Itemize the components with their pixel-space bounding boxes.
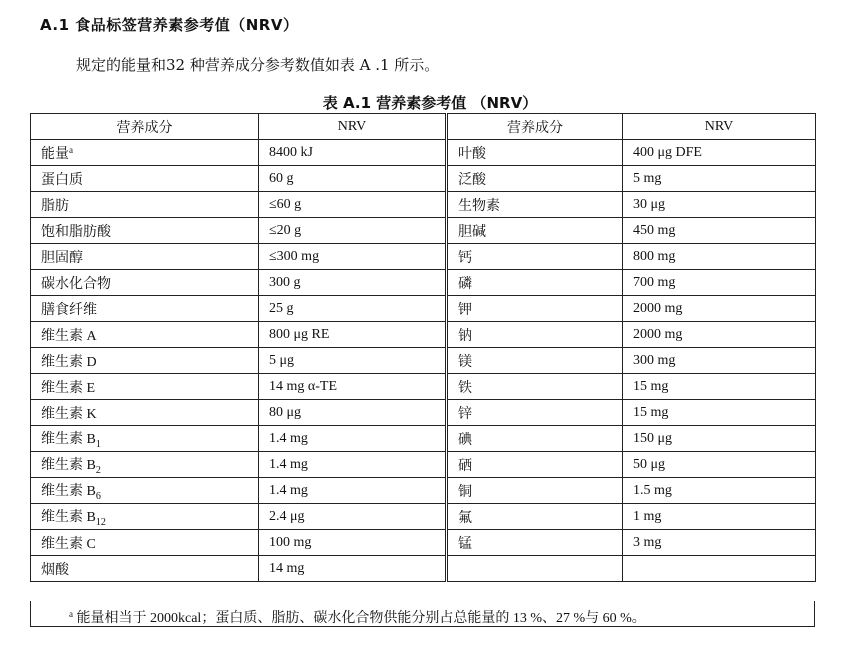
nutrient-name: 维生素 D xyxy=(41,354,97,370)
nutrient-name: 蛋白质 xyxy=(41,172,83,188)
nrv-value-cell xyxy=(623,556,816,582)
footnote-mark: a xyxy=(69,609,73,619)
nutrient-cell xyxy=(447,270,623,296)
table-row xyxy=(31,192,816,218)
table-row xyxy=(31,530,816,556)
nutrient-cell xyxy=(447,192,623,218)
nrv-value: 1.4 mg xyxy=(269,430,308,446)
vitamin-subscript: 12 xyxy=(95,516,106,528)
nutrient-name: 膳食纤维 xyxy=(41,302,97,318)
nutrient-name: 钠 xyxy=(458,328,472,344)
nrv-value: 400 μg DFE xyxy=(633,144,702,160)
nrv-value: 30 μg xyxy=(633,196,666,212)
nrv-value-cell xyxy=(259,192,447,218)
nrv-value: 2000 mg xyxy=(633,300,683,316)
vitamin-subscript: 2 xyxy=(95,464,101,476)
nutrient-name: 铜 xyxy=(458,484,472,500)
nutrient-name: 维生素 B xyxy=(41,509,96,525)
nrv-value-cell xyxy=(259,348,447,374)
nrv-value-cell xyxy=(623,400,816,426)
nrv-value: 800 μg RE xyxy=(269,326,330,342)
vitamin-subscript: 6 xyxy=(95,490,101,502)
nutrient-name: 胆固醇 xyxy=(41,250,83,266)
table-row xyxy=(31,218,816,244)
table-row xyxy=(31,374,816,400)
nrv-value: ≤20 g xyxy=(269,222,302,238)
table-row xyxy=(31,452,816,478)
nutrient-cell xyxy=(447,478,623,504)
nrv-value: 1 mg xyxy=(633,508,662,524)
nutrient-name: 维生素 A xyxy=(41,328,97,344)
nutrient-cell xyxy=(447,530,623,556)
header-nrv-right: NRV xyxy=(623,114,816,140)
footnote xyxy=(30,601,815,627)
nutrient-name: 烟酸 xyxy=(41,562,69,578)
nrv-value: 14 mg α-TE xyxy=(269,378,337,394)
nrv-value-cell xyxy=(623,166,816,192)
nutrient-name: 维生素 E xyxy=(41,380,96,396)
nrv-value: 2000 mg xyxy=(633,326,683,342)
nutrient-name: 锰 xyxy=(458,536,472,552)
nrv-value: 450 mg xyxy=(633,222,676,238)
nutrient-cell xyxy=(447,426,623,452)
nutrient-name: 脂肪 xyxy=(41,198,69,214)
nutrient-cell xyxy=(447,504,623,530)
nutrient-cell xyxy=(31,192,259,218)
nrv-value-cell xyxy=(259,374,447,400)
nrv-value-cell xyxy=(259,296,447,322)
nutrient-cell xyxy=(447,296,623,322)
table-header-row xyxy=(31,114,816,140)
nutrient-name: 氟 xyxy=(458,510,472,526)
nrv-value: 50 μg xyxy=(633,456,666,472)
nutrient-cell xyxy=(447,140,623,166)
nutrient-cell xyxy=(31,374,259,400)
nrv-value-cell xyxy=(623,296,816,322)
nrv-value-cell xyxy=(259,504,447,530)
nutrient-cell xyxy=(447,244,623,270)
nrv-value-cell xyxy=(623,504,816,530)
nutrient-cell xyxy=(31,556,259,582)
nrv-value-cell xyxy=(623,452,816,478)
nrv-value-cell xyxy=(623,270,816,296)
nrv-value-cell xyxy=(259,270,447,296)
nrv-value-cell xyxy=(259,166,447,192)
nrv-value-cell xyxy=(623,218,816,244)
nrv-value: 25 g xyxy=(269,300,294,316)
table-row xyxy=(31,504,816,530)
table-body xyxy=(31,140,816,582)
header-nutrient-left: 营养成分 xyxy=(31,114,259,140)
nrv-value: ≤300 mg xyxy=(269,248,320,264)
nutrient-cell xyxy=(447,322,623,348)
nutrient-name: 维生素 K xyxy=(41,406,97,422)
nrv-value: 80 μg xyxy=(269,404,302,420)
nutrient-cell xyxy=(31,322,259,348)
nutrient-name: 铁 xyxy=(458,380,472,396)
table-row xyxy=(31,166,816,192)
header-nrv-left: NRV xyxy=(259,114,447,140)
nutrient-cell xyxy=(447,218,623,244)
nrv-value: 15 mg xyxy=(633,378,669,394)
nutrient-cell xyxy=(31,530,259,556)
nrv-value-cell xyxy=(623,244,816,270)
nutrient-name: 碘 xyxy=(458,432,472,448)
nrv-value: 1.4 mg xyxy=(269,482,308,498)
nrv-value-cell xyxy=(259,478,447,504)
table-row xyxy=(31,426,816,452)
nrv-value: ≤60 g xyxy=(269,196,302,212)
nutrient-name: 维生素 B xyxy=(41,431,96,447)
nrv-value: 700 mg xyxy=(633,274,676,290)
intro-paragraph: 规定的能量和32 种营养成分参考数值如表 A .1 所示。 xyxy=(76,56,440,74)
nrv-value: 3 mg xyxy=(633,534,662,550)
footnote-text: 能量相当于 2000kcal；蛋白质、脂肪、碳水化合物供能分别占总能量的 13 %、27 %与 60 %。 xyxy=(76,611,646,626)
nutrient-cell xyxy=(447,166,623,192)
nutrient-name: 叶酸 xyxy=(458,146,486,162)
nutrient-cell xyxy=(447,348,623,374)
nutrient-cell xyxy=(447,400,623,426)
nrv-value: 300 mg xyxy=(633,352,676,368)
nrv-value: 8400 kJ xyxy=(269,144,313,160)
table-row xyxy=(31,478,816,504)
nrv-value: 2.4 μg xyxy=(269,508,305,524)
nrv-value: 1.4 mg xyxy=(269,456,308,472)
nrv-value-cell xyxy=(623,348,816,374)
table-row xyxy=(31,400,816,426)
nrv-value-cell xyxy=(259,530,447,556)
table-row xyxy=(31,296,816,322)
nutrient-name: 胆碱 xyxy=(458,224,486,240)
vitamin-subscript: 1 xyxy=(95,438,101,450)
nutrient-name: 硒 xyxy=(458,458,472,474)
nrv-value-cell xyxy=(259,400,447,426)
nutrient-name: 生物素 xyxy=(458,198,500,214)
nrv-value-cell xyxy=(623,478,816,504)
nutrient-name: 碳水化合物 xyxy=(41,276,111,292)
nutrient-name: 镁 xyxy=(458,354,472,370)
nutrient-cell xyxy=(31,140,259,166)
nrv-value: 5 mg xyxy=(633,170,662,186)
table-row xyxy=(31,244,816,270)
nrv-value-cell xyxy=(623,374,816,400)
nutrient-name: 锌 xyxy=(458,406,472,422)
nrv-value: 300 g xyxy=(269,274,301,290)
table-row xyxy=(31,322,816,348)
nrv-value-cell xyxy=(623,322,816,348)
nutrient-cell xyxy=(31,244,259,270)
nrv-value-cell xyxy=(259,218,447,244)
nrv-value: 14 mg xyxy=(269,560,305,576)
nutrient-cell xyxy=(447,452,623,478)
nutrient-name: 泛酸 xyxy=(458,172,486,188)
nrv-value: 5 μg xyxy=(269,352,295,368)
nrv-value-cell xyxy=(259,140,447,166)
nutrient-cell xyxy=(447,556,623,582)
table-row xyxy=(31,348,816,374)
nrv-value: 800 mg xyxy=(633,248,676,264)
nrv-table xyxy=(30,113,816,582)
table-caption: 表 A.1 营养素参考值 （NRV） xyxy=(322,94,538,112)
nrv-value: 15 mg xyxy=(633,404,669,420)
nutrient-cell xyxy=(31,452,259,478)
nrv-value-cell xyxy=(259,452,447,478)
table-row xyxy=(31,140,816,166)
nrv-value-cell xyxy=(623,192,816,218)
footnote-ref-mark: a xyxy=(69,144,73,155)
nutrient-name: 钾 xyxy=(458,302,472,318)
nrv-value-cell xyxy=(623,426,816,452)
nutrient-cell xyxy=(31,478,259,504)
nutrient-name: 能量 xyxy=(41,146,69,162)
table-row xyxy=(31,556,816,582)
nutrient-cell xyxy=(31,348,259,374)
nrv-value-cell xyxy=(259,322,447,348)
nutrient-cell xyxy=(31,400,259,426)
nutrient-name: 钙 xyxy=(458,250,472,266)
nutrient-cell xyxy=(447,374,623,400)
nutrient-cell xyxy=(31,504,259,530)
nutrient-name: 维生素 B xyxy=(41,457,96,473)
nutrient-cell xyxy=(31,296,259,322)
nrv-value: 100 mg xyxy=(269,534,312,550)
nutrient-name: 饱和脂肪酸 xyxy=(41,224,111,240)
nutrient-name: 维生素 B xyxy=(41,483,96,499)
nutrient-cell xyxy=(31,426,259,452)
nutrient-cell xyxy=(31,218,259,244)
nrv-value-cell xyxy=(623,530,816,556)
section-heading: A.1 食品标签营养素参考值（NRV） xyxy=(40,16,299,34)
nutrient-cell xyxy=(31,166,259,192)
nrv-value: 60 g xyxy=(269,170,294,186)
nrv-value: 150 μg xyxy=(633,430,673,446)
nrv-value-cell xyxy=(259,426,447,452)
nutrient-cell xyxy=(31,270,259,296)
nutrient-name: 磷 xyxy=(458,276,472,292)
nutrient-name: 维生素 C xyxy=(41,536,96,552)
nrv-value: 1.5 mg xyxy=(633,482,672,498)
nrv-value-cell xyxy=(623,140,816,166)
nrv-value-cell xyxy=(259,244,447,270)
nrv-value-cell xyxy=(259,556,447,582)
table-row xyxy=(31,270,816,296)
header-nutrient-right: 营养成分 xyxy=(447,114,623,140)
